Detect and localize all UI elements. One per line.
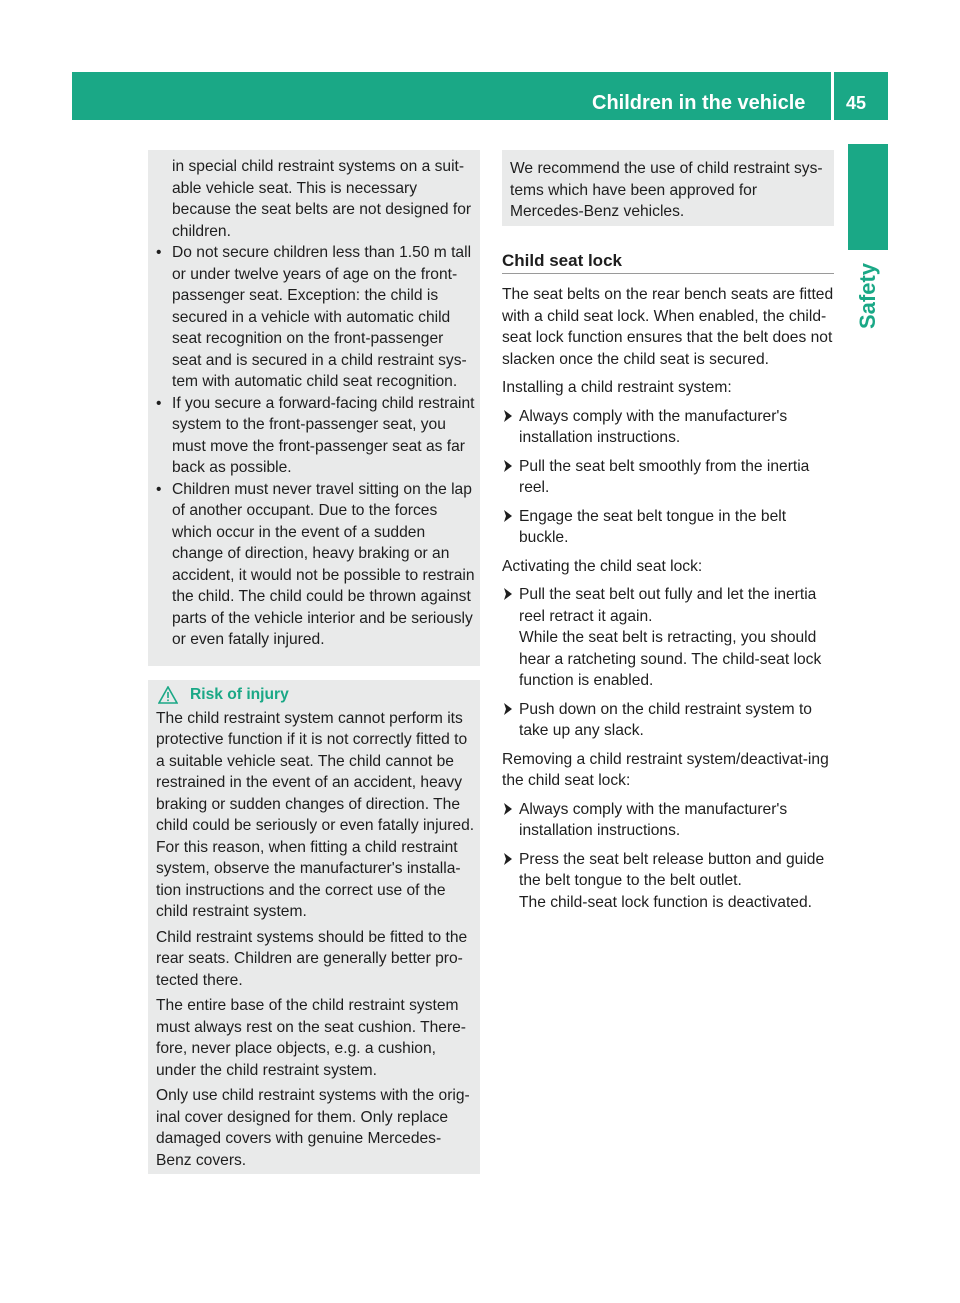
step-arrow-icon [503, 409, 513, 423]
step-arrow-icon [503, 509, 513, 523]
instruction-step: Press the seat belt release button and guide the belt tongue to the belt outlet. The child-seat lock function is deactivated. [502, 849, 834, 914]
warning-paragraph: Child restraint systems should be fitted to the rear seats. Children are generally better pro-tected there. [156, 928, 468, 989]
section-tab-text: Safety [855, 262, 880, 330]
notes-text [156, 156, 476, 651]
page-header-title: Children in the vehicle [592, 92, 806, 114]
bullet-dot-icon: • [156, 480, 162, 498]
header-divider [831, 72, 834, 120]
warning-heading [156, 684, 476, 706]
warning-title: Risk of injury [190, 686, 289, 703]
step-result: The child-seat lock function is deactivated. [519, 893, 812, 911]
recommendation-text: We recommend the use of child restraint sys-tems which have been approved for Mercedes-Benz vehicles. [510, 160, 823, 220]
step-result: While the seat belt is retracting, you should hear a ratcheting sound. The child-seat lock function is enabled. [519, 629, 822, 689]
bullet-dot-icon: • [156, 244, 162, 261]
step-arrow-icon [503, 802, 513, 816]
bullet-dot-icon: • [156, 394, 162, 412]
notes-continuation: in special child restraint systems on a suit-able vehicle seat. This is necessary because the seat belts are not designed for children. [172, 158, 472, 240]
section-title: Child seat lock [502, 251, 622, 270]
step-arrow-icon [503, 459, 513, 473]
instruction-step: Pull the seat belt out fully and let the inertia reel retract it again. While the seat belt is retracting, you should hear a ratcheting sound. The child-seat lock function is enabled. [502, 584, 834, 692]
child-seat-lock-body [502, 284, 834, 920]
step-arrow-icon [503, 587, 513, 601]
instruction-step: Always comply with the manufacturer's installation instructions. [502, 799, 834, 842]
instruction-step: Always comply with the manufacturer's installation instructions. [502, 406, 834, 449]
warning-text [156, 684, 476, 1175]
notes-bullet: • If you secure a forward-facing child restraint system to the front-passenger seat, you must move the front-passenger seat as far back as possible. [156, 394, 475, 476]
removing-label: Removing a child restraint system/deactivat-ing the child seat lock: [502, 750, 829, 789]
step-arrow-icon [503, 852, 513, 866]
installing-label: Installing a child restraint system: [502, 379, 732, 396]
section-tab-label [848, 256, 888, 336]
page-number: 45 [846, 93, 867, 113]
warning-paragraph: The entire base of the child restraint system must always rest on the seat cushion. There-fore, never place objects, e.g. a cushion, under the child restraint system. [156, 997, 467, 1079]
notes-bullet: • Children must never travel sitting on the lap of another occupant. Due to the forces which occur in the event of a sudden change of direction, heavy braking or an accident, it would not be possible to restrain the child. The child could be thrown against parts of the vehicle interior and be seriously or even fatally injured. [156, 480, 475, 648]
warning-paragraph: The child restraint system cannot perform its protective function if it is not correctly fitted to a suitable vehicle seat. The child cannot be restrained in the event of an accident, heavy braking or sudden changes of direction. The child could be seriously or even fatally injured. For this reason, when fitting a child restraint system, observe the manufacturer's installa-tion instructions and the correct use of the child restraint system. [156, 709, 475, 920]
intro-paragraph: The seat belts on the rear bench seats are fitted with a child seat lock. When enabled, the child-seat lock function ensures that the belt does not slacken once the child seat is secured. [502, 286, 834, 368]
step-arrow-icon [503, 702, 513, 716]
instruction-step: Pull the seat belt smoothly from the inertia reel. [502, 456, 834, 499]
warning-triangle-icon [158, 686, 178, 704]
activating-label: Activating the child seat lock: [502, 557, 703, 575]
instruction-step: Push down on the child restraint system to take up any slack. [502, 699, 834, 742]
section-tab-marker [848, 144, 888, 250]
notes-bullet: • Do not secure children less than 1.50 m tall or under twelve years of age on the front-passenger seat. Exception: the child is secured in a vehicle with automatic child seat recognition on the front-passenger seat and is secured in a child restraint sys-tem with automatic child seat recognition. [156, 244, 472, 390]
instruction-step: Engage the seat belt tongue in the belt buckle. [502, 506, 834, 549]
warning-paragraph: Only use child restraint systems with the orig-inal cover designed for them. Only replace damaged covers with genuine Mercedes-Benz covers. [156, 1087, 470, 1169]
section-rule [502, 273, 834, 274]
